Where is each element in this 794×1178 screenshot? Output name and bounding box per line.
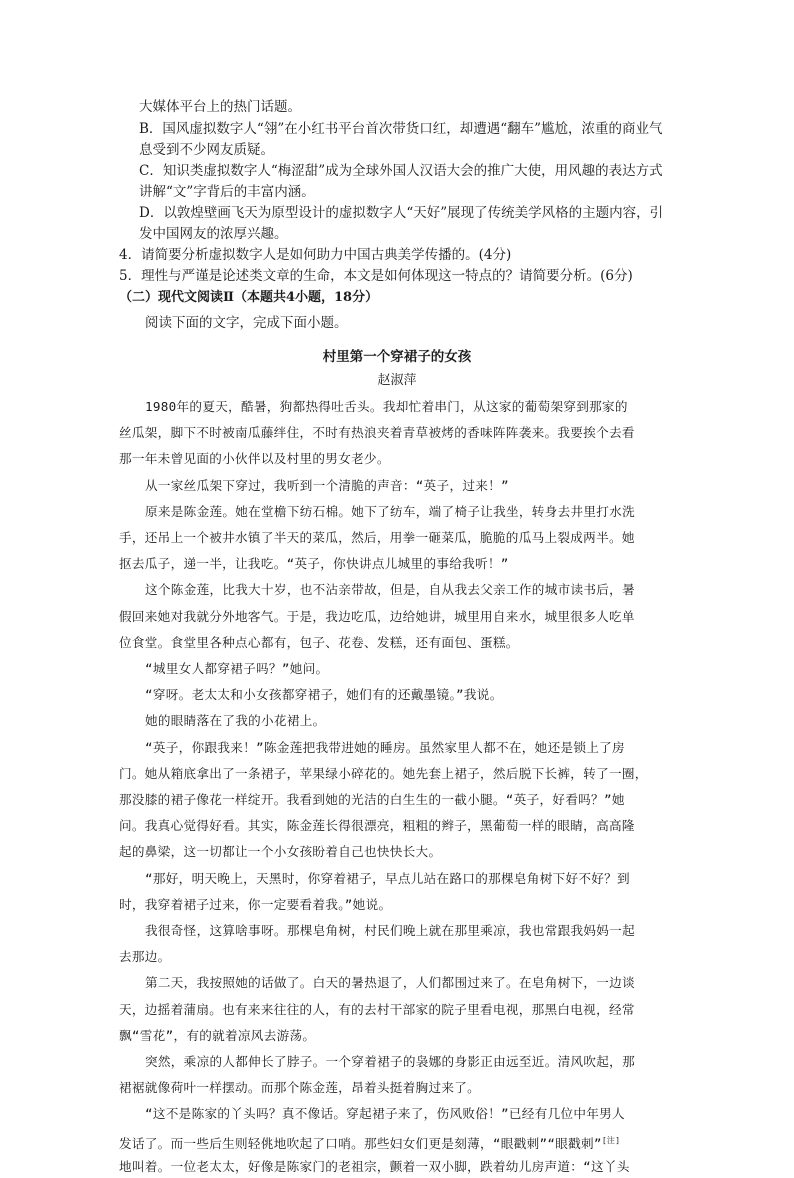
- section-instruction: 阅读下面的文字，完成下面小题。: [145, 315, 348, 331]
- option-d-continuation: 发中国网友的浓厚兴趣。: [139, 226, 288, 242]
- article-line: 飘“雪花”，有的就着凉风去游荡。: [119, 1027, 316, 1043]
- article-line: 突然，乘凉的人都伸长了脖子。一个穿着裙子的袅娜的身影正由远至近。清风吹起，那: [145, 1054, 635, 1069]
- article-line: 假回来她对我就分外地客气。于是，我边吃瓜，边给她讲，城里用自来水，城里很多人吃单: [119, 608, 635, 624]
- article-line: “城里女人都穿裙子吗？”她问。: [145, 661, 329, 676]
- article-line: 手，还吊上一个被井水镇了半天的菜瓜，然后，用拳一砸菜瓜，脆脆的瓜马上裂成两半。她: [119, 530, 635, 545]
- article-line: 那一年未曾见面的小伙伴以及村里的男女老少。: [119, 451, 390, 467]
- article-line: 发话了。而一些后生则轻佻地吹起了口哨。那些妇女们更是刻薄，“眼戳刺”“眼戳刺”[注]: [119, 1135, 621, 1151]
- article-line: 去那边。: [119, 949, 171, 965]
- footnote-marker: [注]: [601, 1135, 621, 1145]
- article-line: “英子，你跟我来！”陈金莲把我带进她的睡房。虽然家里人都不在，她还是锁上了房: [145, 739, 625, 755]
- question-4: 4．请简要分析虚拟数字人是如何助力中国古典美学传播的。(4分): [119, 247, 512, 263]
- article-line: 抠去瓜子，递一半，让我吃。“英子，你快讲点儿城里的事给我听！”: [119, 556, 509, 572]
- article-line: 天，边摇着蒲扇。也有来来往往的人，有的去村干部家的院子里看电视，那黑白电视，经常: [119, 1001, 635, 1017]
- article-line: 1980年的夏天，酷暑，狗都热得吐舌头。我却忙着串门，从这家的葡萄架穿到那家的: [145, 399, 628, 414]
- article-line: 第二天，我按照她的话做了。白天的暑热退了，人们都围过来了。在皂角树下，一边谈: [145, 975, 635, 991]
- article-line: 时，我穿着裙子过来，你一定要看着我。”她说。: [119, 896, 392, 912]
- option-c-continuation: 讲解“文”字背后的丰富内涵。: [139, 184, 315, 200]
- article-line: “这不是陈家的丫头吗？真不像话。穿起裙子来了，伤风败俗！”已经有几位中年男人: [145, 1106, 625, 1122]
- article-line: 位食堂。食堂里各种点心都有，包子、花卷、发糕，还有面包、蛋糕。: [119, 634, 519, 650]
- question-5: 5．理性与严谨是论述类文章的生命，本文是如何体现这一特点的？请简要分析。(6分): [119, 268, 633, 284]
- article-line: 我很奇怪，这算啥事呀。那棵皂角树，村民们晚上就在那里乘凉，我也常跟我妈妈一起: [145, 923, 635, 938]
- article-line: “穿呀。老太太和小女孩都穿裙子，她们有的还戴墨镜。”我说。: [145, 687, 503, 703]
- option-a-continuation: 大媒体平台上的热门话题。: [139, 99, 301, 115]
- article-line: 丝瓜架，脚下不时被南瓜藤绊住，不时有热浪夹着青草被烤的香味阵阵袭来。我要挨个去看: [119, 425, 635, 441]
- article-line: 从一家丝瓜架下穿过，我听到一个清脆的声音：“英子，过来！”: [145, 477, 509, 493]
- article-line: 门。她从箱底拿出了一条裙子，苹果绿小碎花的。她先套上裙子，然后脱下长裤，转了一圈，: [119, 765, 648, 781]
- option-b: B．国风虚拟数字人“翎”在小红书平台首次带货口红，却遭遇“翻车”尴尬，浓重的商业气: [139, 121, 663, 137]
- article-line: 裙裾就像荷叶一样摆动。而那个陈金莲，昂着头挺着胸过来了。: [119, 1080, 481, 1096]
- article-line: 那没膝的裙子像花一样绽开。我看到她的光洁的白生生的一截小腿。“英子，好看吗？”她: [119, 792, 625, 807]
- section-heading: （二）现代文阅读Ⅱ（本题共4小题，18分）: [119, 290, 379, 305]
- article-author: 赵淑萍: [377, 373, 417, 388]
- article-line: 地叫着。一位老太太，好像是陈家门的老祖宗，颤着一双小脚，跌着幼儿房声道：“这丫头: [119, 1158, 630, 1174]
- article-line: 她的眼睛落在了我的小花裙上。: [145, 713, 326, 729]
- article-line: 起的鼻梁，这一切都让一个小女孩盼着自己也快快长大。: [119, 844, 442, 860]
- option-d: D．以敦煌壁画飞天为原型设计的虚拟数字人“天好”展现了传统美学风格的主题内容，引: [139, 205, 664, 221]
- article-line: 这个陈金莲，比我大十岁，也不沾亲带故，但是，自从我去父亲工作的城市读书后，暑: [145, 582, 635, 598]
- article-line: 问。我真心觉得好看。其实，陈金莲长得很漂亮，粗粗的辫子，黑葡萄一样的眼睛，高高隆: [119, 818, 635, 834]
- article-title: 村里第一个穿裙子的女孩: [322, 349, 472, 365]
- option-b-continuation: 息受到不少网友质疑。: [139, 142, 274, 158]
- option-c: C．知识类虚拟数字人“梅涩甜”成为全球外国人汉语大会的推广大使，用风趣的表达方式: [139, 163, 663, 179]
- article-line: 原来是陈金莲。她在堂檐下纺石棉。她下了纺车，端了椅子让我坐，转身去井里打水洗: [145, 503, 635, 519]
- article-line: “那好，明天晚上，天黑时，你穿着裙子，早点儿站在路口的那棵皂角树下好不好？到: [145, 870, 630, 886]
